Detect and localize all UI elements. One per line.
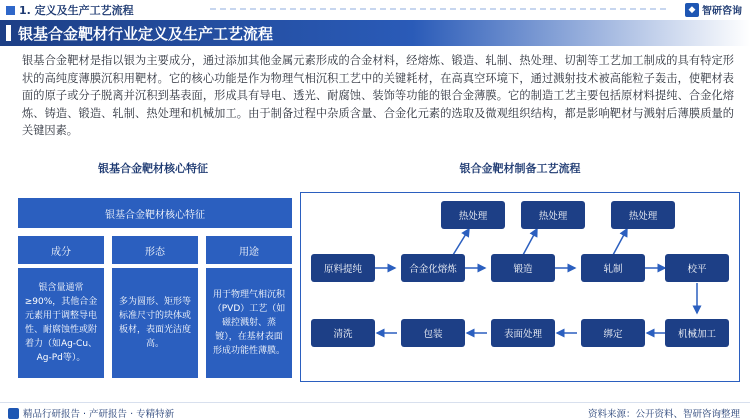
step-machining: 机械加工 [665, 319, 729, 347]
arrow-heat-1 [453, 229, 469, 255]
section-bullet-icon [6, 6, 15, 15]
feature-body-form: 多为圆形、矩形等标准尺寸的块体或板材，表面光洁度高。 [112, 268, 198, 378]
features-title: 银基合金靶材核心特征 [98, 162, 208, 175]
step-cleaning: 清洗 [311, 319, 375, 347]
footer [0, 402, 750, 420]
footer-logo-icon [8, 408, 19, 419]
brand-logo-text: 智研咨询 [702, 6, 742, 17]
brand-logo [685, 2, 742, 17]
step-surface-treatment: 表面处理 [491, 319, 555, 347]
source-note: 资料来源：公开资料、智研咨询整理 [587, 409, 740, 420]
feature-head-form: 形态 [112, 236, 198, 264]
feature-head-usage: 用途 [206, 236, 292, 264]
feature-body-usage: 用于物理气相沉积（PVD）工艺（如磁控溅射、蒸镀），在基材表面形成功能性薄膜。 [206, 268, 292, 378]
process-title: 银合金靶材制备工艺流程 [459, 162, 581, 175]
core-features-box: 银基合金靶材核心特征 [18, 198, 292, 228]
step-leveling: 校平 [665, 254, 729, 282]
brand-logo-icon: ◆ [685, 3, 699, 17]
step-bonding: 绑定 [581, 319, 645, 347]
page-title: 银基合金靶材行业定义及生产工艺流程 [18, 25, 274, 43]
top-bar [0, 0, 750, 20]
title-accent [6, 25, 11, 41]
title-bar [0, 20, 750, 46]
section-label-text: 1. 定义及生产工艺流程 [19, 4, 134, 17]
step-heat-treatment-2: 热处理 [521, 201, 585, 229]
feature-body-composition: 银含量通常≥90%，其他合金元素用于调整导电性、耐腐蚀性或附着力（如Ag-Cu、Ag-Pd等）。 [18, 268, 104, 378]
footer-left [8, 406, 174, 420]
step-packaging: 包装 [401, 319, 465, 347]
arrow-heat-3 [613, 229, 627, 255]
process-flow-diagram [300, 192, 740, 382]
step-heat-treatment-1: 热处理 [441, 201, 505, 229]
step-raw-purification: 原料提纯 [311, 254, 375, 282]
intro-paragraph: 银基合金靶材是指以银为主要成分，通过添加其他金属元素形成的合金材料，经熔炼、锻造、轧制、热处理、切割等工艺加工制成的具有特定形状的高纯度薄膜沉积用靶材。它的核心功能是作为物理气相沉积工艺中的关键耗材，在高真空环境下，通过溅射技术被高能粒子轰击，使靶材表面的原子或分子脱离并沉积到基表面，形成具有导电、透光、耐腐蚀、装饰等功能的银合金薄膜。它的制造工艺主要包括原材料提纯、合金化熔炼、铸造、锻造、轧制、热处理和机械加工。由于制备过程中杂质含量、合金化元素的选取及微观组织结构，都是影响靶材与溅射后薄膜质量的关键因素。 [22, 54, 734, 138]
footer-left-text: 精品行研报告 · 产研报告 · 专精特新 [23, 409, 175, 420]
step-heat-treatment-3: 热处理 [611, 201, 675, 229]
feature-head-composition: 成分 [18, 236, 104, 264]
step-rolling: 轧制 [581, 254, 645, 282]
decorative-stripe [210, 8, 670, 10]
step-alloy-smelting: 合金化熔炼 [401, 254, 465, 282]
section-label [6, 2, 134, 18]
step-forging: 锻造 [491, 254, 555, 282]
arrow-heat-2 [523, 229, 537, 255]
